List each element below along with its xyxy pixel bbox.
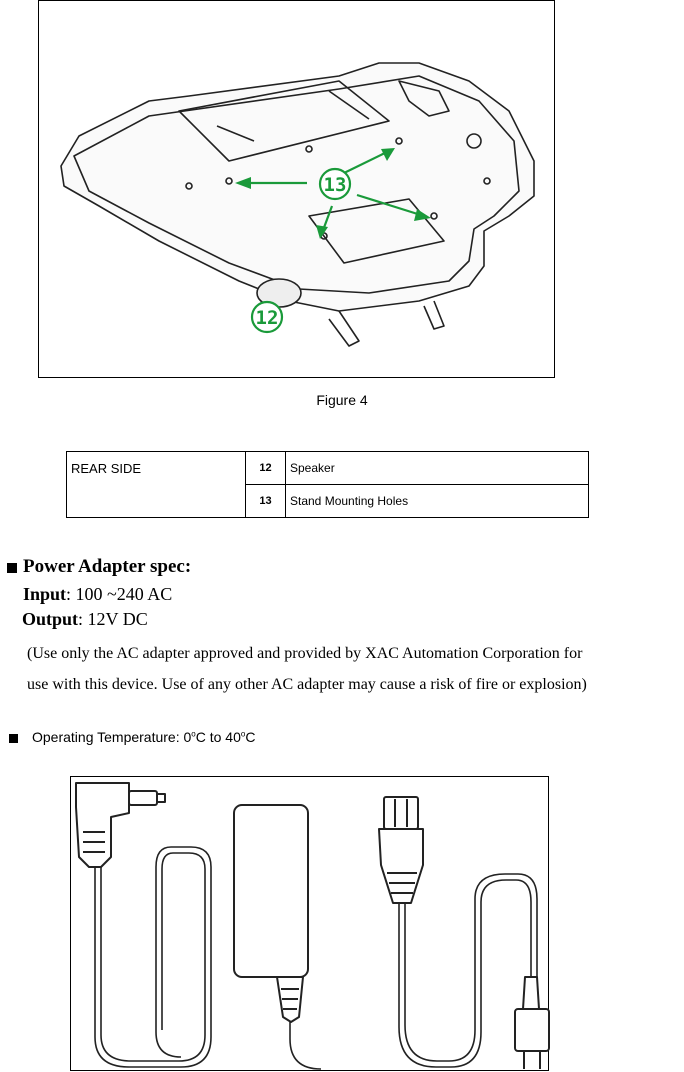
input-label: Input bbox=[23, 584, 67, 604]
degree-mark: o bbox=[240, 729, 246, 739]
table-row bbox=[67, 452, 589, 485]
degree-mark: o bbox=[191, 729, 196, 739]
heading-text: Power Adapter spec: bbox=[23, 556, 192, 577]
item-number: 12 bbox=[246, 452, 286, 485]
temp-text-start: Operating Temperature: 0 bbox=[32, 729, 192, 745]
bullet-square-icon bbox=[9, 734, 18, 743]
rear-side-table bbox=[66, 451, 589, 518]
adapter-note-line2: use with this device. Use of any other AC adapter may cause a risk of fire or explosion) bbox=[27, 676, 587, 693]
bullet-square-icon bbox=[7, 563, 17, 573]
temp-text-mid: C to 40 bbox=[195, 729, 241, 745]
callout-12-label: 12 bbox=[255, 307, 279, 329]
operating-temperature bbox=[9, 729, 255, 745]
temp-text-end: C bbox=[245, 729, 256, 745]
section-label: REAR SIDE bbox=[67, 452, 246, 518]
power-adapter-image bbox=[70, 776, 549, 1071]
power-adapter-heading bbox=[7, 556, 191, 578]
output-label: Output bbox=[22, 609, 79, 629]
power-adapter-illustration bbox=[71, 777, 550, 1072]
input-value: : 100 ~240 AC bbox=[66, 584, 173, 604]
output-value: : 12V DC bbox=[78, 609, 148, 629]
figure-caption: Figure 4 bbox=[316, 392, 368, 408]
item-number: 13 bbox=[246, 485, 286, 518]
figure-4-rear-side-image bbox=[38, 0, 555, 378]
callout-13-label: 13 bbox=[323, 174, 347, 196]
item-description: Stand Mounting Holes bbox=[286, 485, 589, 518]
adapter-note-line1: (Use only the AC adapter approved and provided by XAC Automation Corporation for bbox=[27, 645, 583, 662]
device-rear-illustration bbox=[39, 1, 556, 379]
item-description: Speaker bbox=[286, 452, 589, 485]
input-spec bbox=[23, 584, 172, 605]
output-spec bbox=[22, 609, 148, 630]
